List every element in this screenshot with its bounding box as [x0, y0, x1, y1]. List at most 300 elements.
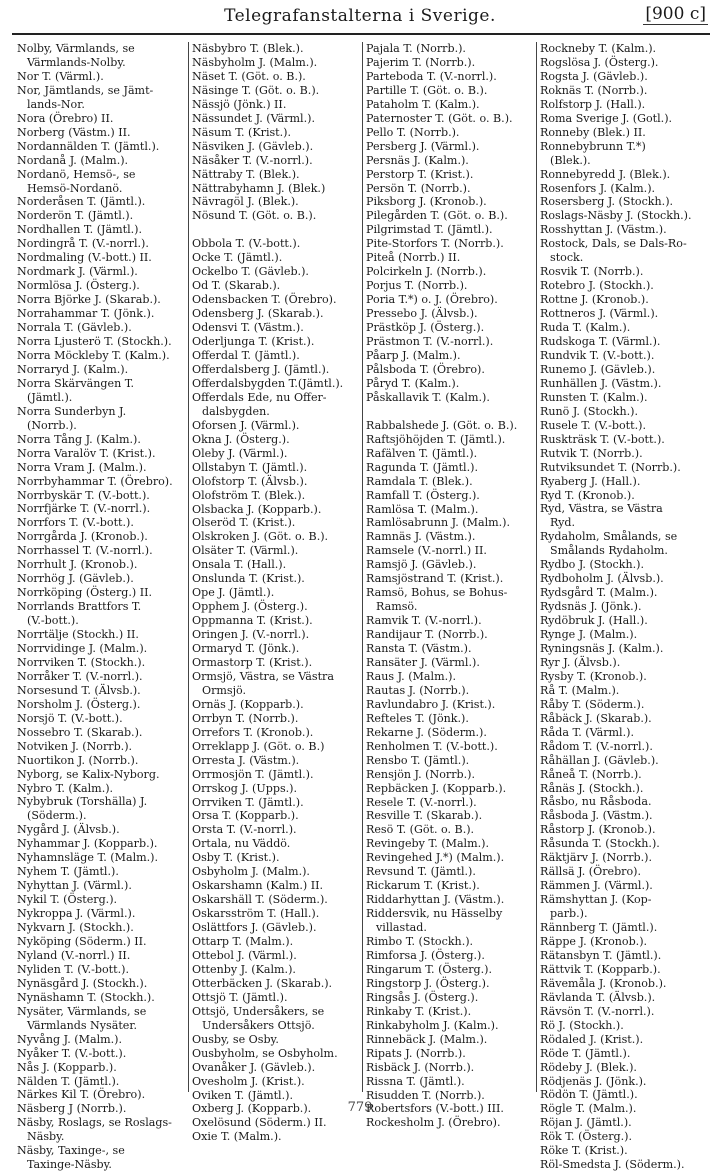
directory-entry: Rödaled J. (Krist.). — [540, 1032, 644, 1046]
directory-entry: Randijaur T. (Norrb.). — [366, 628, 488, 642]
letter-group-gap — [366, 405, 533, 419]
directory-entry: Nybybruk (Torshälla) J. — [17, 795, 148, 809]
directory-entry: Pajala T. (Norrb.). — [366, 42, 466, 55]
directory-entry: Raus J. (Malm.). — [366, 669, 456, 683]
directory-entry: Norra Björke J. (Skarab.). — [17, 293, 161, 307]
directory-entry: Ottebol J. (Värml.). — [192, 949, 297, 962]
directory-entry: Ormsjö. — [202, 683, 247, 697]
directory-entry: Roknäs T. (Norrb.). — [540, 83, 648, 97]
directory-entry: (Jämtl.). — [27, 390, 73, 404]
directory-entry: lands-Nor. — [27, 97, 85, 111]
directory-entry: Odensbacken T. (Örebro). — [192, 293, 337, 307]
directory-entry: Norsjö T. (V.-bott.). — [17, 711, 123, 725]
directory-entry: Orrviken T. (Jämtl.). — [192, 795, 304, 809]
directory-entry: Ransta T. (Västm.). — [366, 642, 472, 656]
directory-entry: Ransäter J. (Värml.). — [366, 655, 480, 669]
directory-entry: Rå T. (Malm.). — [540, 683, 620, 697]
directory-entry: Röl-Smedsta J. (Söderm.). — [540, 1158, 685, 1172]
directory-entry: Undersåkers Ottsjö. — [202, 1018, 315, 1032]
directory-entry: (Norrb.). — [27, 418, 77, 432]
directory-entry: Onsala T. (Hall.). — [192, 558, 287, 572]
directory-entry: Ramsö. — [376, 600, 418, 614]
directory-entry: Nordanå J. (Malm.). — [17, 153, 129, 167]
directory-entry: Ormsjö, Västra, se Västra — [192, 669, 334, 683]
directory-entry: Nyliden T. (V.-bott.). — [17, 962, 129, 976]
directory-entry: Notviken J. (Norrb.). — [17, 739, 133, 753]
directory-entry: Näsbyholm J. (Malm.). — [192, 55, 318, 69]
directory-entry: Offerdalsberg J. (Jämtl.). — [192, 362, 330, 376]
directory-entry: Ousbyholm, se Osbyholm. — [192, 1046, 338, 1060]
directory-entry: Rämmen J. (Värml.). — [540, 879, 653, 893]
directory-entry: Nättraby T. (Blek.). — [192, 167, 300, 181]
directory-entry: Orrmosjön T. (Jämtl.). — [192, 767, 314, 781]
directory-entry: Norra Möckleby T. (Kalm.). — [17, 348, 170, 362]
directory-entry: Runsten T. (Kalm.). — [540, 390, 648, 404]
directory-entry: Oringen J. (V.-norrl.). — [192, 628, 310, 642]
directory-entry: Ragunda T. (Jämtl.). — [366, 460, 478, 474]
directory-entry: Olsbacka J. (Kopparb.). — [192, 502, 322, 516]
directory-entry: Orreklapp J. (Göt. o. B.) — [192, 739, 325, 753]
directory-entry: Rödjenäs J. (Jönk.). — [540, 1074, 647, 1088]
directory-entry: Oviken T. (Jämtl.). — [192, 1088, 293, 1102]
directory-entry: Ocke T. (Jämtl.). — [192, 251, 283, 265]
directory-entry: Nordanö, Hemsö-, se — [17, 167, 136, 181]
directory-entry: Påskallavik T. (Kalm.). — [366, 390, 490, 404]
directory-entry: Revsund T. (Jämtl.). — [366, 865, 476, 879]
directory-entry: Rimforsa J. (Österg.). — [366, 949, 485, 962]
directory-entry: Ryd. — [550, 516, 576, 530]
directory-entry: stock. — [550, 251, 584, 265]
directory-entry: Renholmen T. (V.-bott.). — [366, 739, 498, 753]
directory-entry: Röke T. (Krist.). — [540, 1144, 628, 1158]
directory-entry: Norra Sunderbyn J. — [17, 404, 127, 418]
directory-entry: Ovesholm J. (Krist.). — [192, 1074, 305, 1088]
directory-entry: Olofström T. (Blek.). — [192, 488, 306, 502]
directory-entry: Rätansbyn T. (Jämtl.). — [540, 948, 662, 962]
directory-entry: Ryaberg J. (Hall.). — [540, 474, 641, 488]
directory-column-4 — [536, 42, 710, 1172]
directory-entry: Ortala, nu Väddö. — [192, 837, 291, 851]
directory-entry: Norrvidinge J. (Malm.). — [17, 641, 148, 655]
directory-entry: Nordannälden T. (Jämtl.). — [17, 139, 160, 153]
directory-entry: Rosshyttan J. (Västm.). — [540, 223, 667, 237]
directory-entry: Ollstabyn T. (Jämtl.). — [192, 460, 308, 474]
directory-entry: Näsby. — [27, 1130, 65, 1144]
directory-entry: Ornäs J. (Kopparb.). — [192, 697, 304, 711]
directory-entry: Norrbyhammar T. (Örebro). — [17, 474, 173, 488]
directory-entry: Porjus T. (Norrb.). — [366, 279, 468, 293]
directory-entry: Nösund T. (Göt. o. B.). — [192, 209, 317, 223]
directory-entry: (Blek.). — [550, 153, 591, 167]
directory-entry: Rottneros J. (Värml.). — [540, 307, 659, 321]
directory-entry: Rogsta J. (Gävleb.). — [540, 69, 648, 83]
directory-entry: Nordhallen T. (Jämtl.). — [17, 223, 142, 237]
directory-entry: Räktjärv J. (Norrb.). — [540, 851, 652, 865]
directory-entry: Rydsgård T. (Malm.). — [540, 586, 658, 600]
directory-entry: Röjan J. (Jämtl.). — [540, 1116, 632, 1130]
directory-entry: Olskroken J. (Göt. o. B.). — [192, 530, 329, 544]
directory-entry: Påarp J. (Malm.). — [366, 348, 461, 362]
directory-entry: Ottsjö T. (Jämtl.). — [192, 990, 288, 1004]
directory-entry: Persnäs J. (Kalm.). — [366, 153, 469, 167]
directory-entry: Resville T. (Skarab.). — [366, 809, 483, 823]
directory-entry: Olseröd T. (Krist.). — [192, 516, 296, 530]
letter-group-gap — [192, 223, 359, 237]
directory-entry: Rogslösa J. (Österg.). — [540, 55, 659, 69]
directory-entry: Norra Tång J. (Kalm.). — [17, 432, 141, 446]
directory-entry: Rensjön J. (Norrb.). — [366, 767, 475, 781]
directory-entry: Prästköp J. (Österg.). — [366, 321, 485, 335]
directory-entry: Nynäshamn T. (Stockh.). — [17, 990, 155, 1004]
directory-entry: Rävlanda T. (Älvsb.). — [540, 990, 656, 1004]
directory-entry: Ramvik T. (V.-norrl.). — [366, 614, 482, 628]
directory-entry: Nässundet J. (Värml.). — [192, 111, 315, 125]
directory-entry: Pello T. (Norrb.). — [366, 125, 460, 139]
directory-entry: Råda T. (Värml.). — [540, 725, 634, 739]
directory-column-1 — [14, 42, 188, 1172]
directory-entry: Parteboda T. (V.-norrl.). — [366, 69, 497, 83]
directory-entry: Rimbo T. (Stockh.). — [366, 935, 474, 949]
directory-entry: Ronnebybrunn T.*) — [540, 139, 646, 153]
directory-entry: Norra Ljusterö T. (Stockh.). — [17, 335, 172, 349]
directory-entry: Orsta T. (V.-norrl.). — [192, 823, 297, 837]
directory-entry: Rök T. (Österg.). — [540, 1130, 633, 1144]
directory-entry: Nyhem T. (Jämtl.). — [17, 865, 119, 879]
directory-entry: Rockesholm J. (Örebro). — [366, 1116, 501, 1130]
directory-entry: Näsby, Taxinge-, se — [17, 1144, 125, 1158]
directory-entry: Orrefors T. (Kronob.). — [192, 725, 314, 739]
directory-entry: Norråker T. (V.-norrl.). — [17, 669, 143, 683]
directory-entry: Oskarshäll T. (Söderm.). — [192, 893, 328, 907]
directory-entry: Rättvik T. (Kopparb.). — [540, 962, 661, 976]
directory-entry: Nora (Örebro) II. — [17, 111, 114, 125]
directory-entry: Norrala T. (Gävleb.). — [17, 321, 132, 335]
directory-entry: Rostock, Dals, se Dals-Ro- — [540, 237, 687, 251]
directory-entry: Okna J. (Österg.). — [192, 432, 290, 446]
directory-entry: Norrfjärke T. (V.-norrl.). — [17, 502, 151, 516]
directory-entry: Raftsjöhöjden T. (Jämtl.). — [366, 432, 506, 446]
directory-entry: Pajerim T. (Norrb.). — [366, 55, 476, 69]
directory-entry: Roma Sverige J. (Gotl.). — [540, 111, 673, 125]
directory-entry: Rävemåla J. (Kronob.). — [540, 976, 667, 990]
directory-entry: Odensvi T. (Västm.). — [192, 321, 304, 335]
directory-entry: Ramsjö J. (Gävleb.). — [366, 558, 477, 572]
directory-entry: Näsåker T. (V.-norrl.). — [192, 153, 313, 167]
directory-entry: Pilgrimstad T. (Jämtl.). — [366, 223, 493, 237]
directory-entry: Norraryd J. (Kalm.). — [17, 362, 129, 376]
directory-entry: Onslunda T. (Krist.). — [192, 572, 305, 586]
directory-entry: Rydboholm J. (Älvsb.). — [540, 572, 664, 586]
directory-entry: Nordmaling (V.-bott.) II. — [17, 251, 152, 265]
directory-entry: Poria T.*) o. J. (Örebro). — [366, 293, 498, 307]
directory-entry: Riddersvik, nu Hässelby — [366, 907, 503, 921]
directory-entry: Offerdals Ede, nu Offer- — [192, 390, 327, 404]
directory-entry: Paternoster T. (Göt. o. B.). — [366, 111, 513, 125]
directory-entry: Polcirkeln J. (Norrb.). — [366, 265, 487, 279]
directory-entry: Nässjö (Jönk.) II. — [192, 97, 287, 111]
directory-entry: Nyborg, se Kalix-Nyborg. — [17, 767, 160, 781]
directory-entry: Nolby, Värmlands, se — [17, 42, 135, 55]
directory-entry: Rabbalshede J. (Göt. o. B.). — [366, 418, 518, 432]
directory-entry: Norrhassel T. (V.-norrl.). — [17, 544, 153, 558]
directory-entry: Ormastorp T. (Krist.). — [192, 655, 313, 669]
directory-entry: Rånäs J. (Stockh.). — [540, 781, 644, 795]
directory-entry: Norrviken T. (Stockh.). — [17, 655, 146, 669]
directory-entry: Norra Skärvängen T. — [17, 376, 135, 390]
directory-entry: Odensberg J. (Skarab.). — [192, 307, 324, 321]
directory-entry: Råstorp J. (Kronob.). — [540, 823, 656, 837]
directory-entry: Rögle T. (Malm.). — [540, 1102, 637, 1116]
directory-entry: Ronnebyredd J. (Blek.). — [540, 167, 671, 181]
directory-entry: Nykroppa J. (Värml.). — [17, 907, 136, 921]
directory-entry: Opphem J. (Österg.). — [192, 600, 308, 614]
directory-entry: Ruskträsk T. (V.-bott.). — [540, 432, 665, 446]
page-title: Telegrafanstalterna i Sverige. — [224, 6, 496, 26]
directory-entry: Refteles T. (Jönk.). — [366, 711, 469, 725]
directory-entry: Oxie T. (Malm.). — [192, 1130, 282, 1144]
directory-entry: Normlösa J. (Österg.). — [17, 279, 140, 293]
directory-entry: Rödeby J. (Blek.). — [540, 1060, 637, 1074]
directory-entry: Persberg J. (Värml.). — [366, 139, 480, 153]
directory-entry: Nyhyttan J. (Värml.). — [17, 879, 132, 893]
directory-column-3 — [362, 42, 536, 1130]
directory-entry: villastad. — [376, 921, 427, 935]
directory-entry: Ovanåker J. (Gävleb.). — [192, 1060, 316, 1074]
directory-entry: Norrhult J. (Kronob.). — [17, 558, 138, 572]
directory-entry: Rudskoga T. (Värml.). — [540, 335, 661, 349]
directory-entry: Osby T. (Krist.). — [192, 851, 280, 865]
directory-entry: Rydsnäs J. (Jönk.). — [540, 600, 642, 614]
directory-entry: Norrahammar T. (Jönk.). — [17, 307, 155, 321]
directory-entry: Ottarp T. (Malm.). — [192, 935, 294, 949]
directory-entry: Rådom T. (V.-norrl.). — [540, 739, 653, 753]
directory-entry: Rävsön T. (V.-norrl.). — [540, 1004, 655, 1018]
directory-entry: Nås J. (Kopparb.). — [17, 1060, 117, 1074]
directory-entry: Ramlösabrunn J. (Malm.). — [366, 516, 511, 530]
directory-entry: Norberg (Västm.) II. — [17, 125, 131, 139]
directory-entry: Norra Varalöv T. (Krist.). — [17, 446, 156, 460]
directory-entry: Norderön T. (Jämtl.). — [17, 209, 134, 223]
directory-entry: Offerdalsbygden T.(Jämtl.). — [192, 376, 344, 390]
directory-entry: Partille T. (Göt. o. B.). — [366, 83, 488, 97]
directory-entry: Ryningsnäs J. (Kalm.). — [540, 641, 664, 655]
directory-entry: Robertsfors (V.-bott.) III. — [366, 1102, 504, 1116]
directory-entry: Nyåker T. (V.-bott.). — [17, 1046, 127, 1060]
directory-entry: Näsby, Roslags, se Roslags- — [17, 1116, 172, 1130]
directory-entry: Norra Vram J. (Malm.). — [17, 460, 147, 474]
directory-entry: Otterbäcken J. (Skarab.). — [192, 976, 333, 990]
directory-entry: Råhällan J. (Gävleb.). — [540, 753, 659, 767]
directory-entry: Ringstorp J. (Österg.). — [366, 976, 490, 990]
directory-entry: Risbäck J. (Norrb.). — [366, 1060, 475, 1074]
directory-entry: Rutvik T. (Norrb.). — [540, 446, 643, 460]
directory-entry: Näsum T. (Krist.). — [192, 125, 292, 139]
directory-entry: Rydöbruk J. (Hall.). — [540, 614, 648, 628]
directory-entry: Rö J. (Stockh.). — [540, 1018, 624, 1032]
directory-entry: Nordmark J. (Värml.). — [17, 265, 138, 279]
directory-entry: Ryd, Västra, se Västra — [540, 502, 663, 516]
directory-entry: Råsunda T. (Stockh.). — [540, 837, 660, 851]
directory-entry: Rotebro J. (Stockh.). — [540, 279, 654, 293]
directory-entry: Orrbyn T. (Norrb.). — [192, 711, 299, 725]
directory-entry: Nyköping (Söderm.) II. — [17, 935, 147, 948]
directory-entry: Ramdala T. (Blek.). — [366, 474, 473, 488]
directory-entry: Osbyholm J. (Malm.). — [192, 865, 310, 879]
directory-entry: Olsäter T. (Värml.). — [192, 544, 299, 558]
directory-entry: Rynge J. (Malm.). — [540, 628, 638, 642]
directory-entry: Ramfall T. (Österg.). — [366, 488, 480, 502]
directory-entry: Riddarhyttan J. (Västm.). — [366, 893, 505, 907]
directory-entry: Rissna T. (Jämtl.). — [366, 1074, 465, 1088]
directory-entry: Pilegården T. (Göt. o. B.). — [366, 209, 508, 223]
directory-entry: Nyhammar J. (Kopparb.). — [17, 837, 158, 851]
directory-entry: Ruda T. (Kalm.). — [540, 321, 631, 335]
directory-entry: Ringsås J. (Österg.). — [366, 990, 479, 1004]
directory-entry: Ramsö, Bohus, se Bohus- — [366, 586, 508, 600]
directory-entry: Revingeby T. (Malm.). — [366, 837, 490, 851]
directory-entry: Ramnäs J. (Västm.). — [366, 530, 476, 544]
directory-entry: Näsberg J (Norrb.). — [17, 1102, 127, 1116]
directory-entry: Roslags-Näsby J. (Stockh.). — [540, 209, 692, 223]
directory-entry: Nysäter, Värmlands, se — [17, 1004, 147, 1018]
directory-entry: Rautas J. (Norrb.). — [366, 683, 470, 697]
directory-entry: Rosersberg J. (Stockh.). — [540, 195, 674, 209]
directory-entry: Nygård J. (Älvsb.). — [17, 823, 120, 837]
directory-entry: Norrbyskär T. (V.-bott.). — [17, 488, 150, 502]
directory-entry: Nyland (V.-norrl.) II. — [17, 948, 131, 962]
directory-entry: Runemo J. (Gävleb.). — [540, 362, 656, 376]
directory-entry: Norrhög J. (Gävleb.). — [17, 572, 134, 586]
directory-entry: Nykil T. (Österg.). — [17, 893, 118, 907]
directory-entry: Runö J. (Stockh.). — [540, 404, 639, 418]
directory-entry: Ormaryd T. (Jönk.). — [192, 642, 300, 656]
directory-entry: Pite-Storfors T. (Norrb.). — [366, 237, 504, 251]
directory-entry: Näset T. (Göt. o. B.). — [192, 69, 306, 83]
directory-entry: Runhällen J. (Västm.). — [540, 376, 662, 390]
directory-entry: Nor, Jämtlands, se Jämt- — [17, 83, 154, 97]
directory-entry: Norrköping (Österg.) II. — [17, 586, 153, 600]
directory-entry: Olofstorp T. (Älvsb.). — [192, 474, 308, 488]
directory-entry: Nossebro T. (Skarab.). — [17, 725, 143, 739]
directory-entry: Råneå T. (Norrb.). — [540, 767, 642, 781]
directory-entry: Oderljunga T. (Krist.). — [192, 335, 315, 349]
directory-entry: Prästmon T. (V.-norrl.). — [366, 335, 494, 349]
directory-entry: Röde T. (Jämtl.). — [540, 1046, 631, 1060]
directory-entry: Ripats J. (Norrb.). — [366, 1046, 466, 1060]
directory-entry: Rickarum T. (Krist.). — [366, 879, 480, 893]
directory-entry: Revingehed J.*) (Malm.). — [366, 851, 505, 865]
directory-entry: Nykvarn J. (Stockh.). — [17, 921, 134, 935]
directory-entry: Råsboda J. (Västm.). — [540, 809, 653, 823]
directory-entry: Rosenfors J. (Kalm.). — [540, 181, 656, 195]
directory-entry: Råby T. (Söderm.). — [540, 697, 645, 711]
directory-entry: Oskarshamn (Kalm.) II. — [192, 879, 324, 893]
directory-entry: Nättrabyhamn J. (Blek.) — [192, 181, 326, 195]
directory-entry: Nyhamnsläge T. (Malm.). — [17, 851, 159, 865]
directory-entry: (V.-bott.). — [27, 614, 79, 628]
directory-entry: Norderåsen T. (Jämtl.). — [17, 195, 146, 209]
directory-entry: Rekarne J. (Söderm.). — [366, 725, 487, 739]
directory-entry: Oforsen J. (Värml.). — [192, 418, 300, 432]
directory-entry: Resö T. (Göt. o. B.). — [366, 823, 475, 837]
directory-entry: (Söderm.). — [27, 809, 87, 823]
directory-entry: Hemsö-Nordanö. — [27, 181, 123, 195]
directory-entry: Rödön T. (Jämtl.). — [540, 1088, 638, 1102]
directory-entry: Norsesund T. (Älvsb.). — [17, 683, 141, 697]
directory-entry: Rottne J. (Kronob.). — [540, 293, 649, 307]
directory-entry: Perstorp T. (Krist.). — [366, 167, 474, 181]
directory-entry: dalsbygden. — [202, 404, 270, 418]
directory-entry: Norsholm J. (Österg.). — [17, 697, 141, 711]
page-header — [0, 4, 720, 36]
directory-entry: Rinkaby T. (Krist.). — [366, 1004, 472, 1018]
directory-entry: Råbäck J. (Skarab.). — [540, 711, 652, 725]
directory-entry: Näsviken J. (Gävleb.). — [192, 139, 314, 153]
directory-entry: Ronneby (Blek.) II. — [540, 125, 646, 139]
directory-entry: Rännberg T. (Jämtl.). — [540, 921, 658, 935]
directory-entry: Värmlands-Nolby. — [27, 55, 126, 69]
directory-entry: Rensbo T. (Jämtl.). — [366, 753, 470, 767]
directory-entry: Rydaholm, Smålands, se — [540, 530, 678, 544]
directory-entry: Ope J. (Jämtl.). — [192, 586, 275, 600]
directory-entry: Ottsjö, Undersåkers, se — [192, 1004, 325, 1018]
directory-entry: Rydbo J. (Stockh.). — [540, 558, 644, 572]
directory-entry: Rolfstorp J. (Hall.). — [540, 97, 646, 111]
page-label: [900 c] — [645, 4, 706, 24]
directory-entry: Obbola T. (V.-bott.). — [192, 237, 301, 251]
directory-entry: Ringarum T. (Österg.). — [366, 962, 493, 976]
directory-entry: Od T. (Skarab.). — [192, 279, 281, 293]
page-number: 779 — [347, 1100, 373, 1115]
directory-entry: Piksborg J. (Kronob.). — [366, 195, 487, 209]
directory-entry: Norrtälje (Stockh.) II. — [17, 628, 139, 642]
directory-entry: Oppmanna T. (Krist.). — [192, 614, 313, 628]
directory-entry: Nyvång J. (Malm.). — [17, 1032, 123, 1046]
directory-entry: Rämshyttan J. (Kop- — [540, 893, 652, 907]
directory-entry: Ramsjöstrand T. (Krist.). — [366, 572, 504, 586]
directory-entry: Näsbybro T. (Blek.). — [192, 42, 304, 55]
directory-entry: Rundvik T. (V.-bott.). — [540, 348, 655, 362]
directory-entry: Pålsboda T. (Örebro). — [366, 362, 485, 376]
directory-entry: Ottenby J. (Kalm.). — [192, 962, 296, 976]
directory-entry: Offerdal T. (Jämtl.). — [192, 349, 300, 363]
directory-entry: Ryr J. (Älvsb.). — [540, 655, 621, 669]
directory-entry: Persön T. (Norrb.). — [366, 181, 471, 195]
directory-entry: Rockneby T. (Kalm.). — [540, 42, 657, 55]
directory-entry: Oleby J. (Värml.). — [192, 446, 288, 460]
directory-entry: Orrskog J. (Upps.). — [192, 781, 298, 795]
directory-entry: Ockelbo T. (Gävleb.). — [192, 265, 309, 279]
directory-entry: Taxinge-Näsby. — [27, 1158, 112, 1172]
directory-entry: Norrgårda J. (Kronob.). — [17, 530, 148, 544]
directory-entry: Närkes Kil T. (Örebro). — [17, 1088, 146, 1102]
directory-entry: Rafälven T. (Jämtl.). — [366, 446, 478, 460]
directory-entry: Rutviksundet T. (Norrb.). — [540, 460, 681, 474]
directory-entry: Nordingrå T. (V.-norrl.). — [17, 237, 149, 251]
directory-entry: Nälden T. (Jämtl.). — [17, 1074, 120, 1088]
directory-entry: Risudden T. (Norrb.). — [366, 1088, 485, 1102]
directory-entry: parb.). — [550, 907, 588, 921]
directory-entry: Smålands Rydaholm. — [550, 544, 668, 558]
directory-entry: Repbäcken J. (Kopparb.). — [366, 781, 507, 795]
directory-entry: Rusele T. (V.-bott.). — [540, 418, 646, 432]
directory-entry: Oslättfors J. (Gävleb.). — [192, 921, 317, 935]
header-rule — [12, 33, 710, 35]
directory-entry: Norrlands Brattfors T. — [17, 600, 142, 614]
directory-entry: Näsinge T. (Göt. o. B.). — [192, 83, 320, 97]
directory-entry: Ousby, se Osby. — [192, 1032, 279, 1046]
directory-entry: Rinkabyholm J. (Kalm.). — [366, 1018, 499, 1032]
